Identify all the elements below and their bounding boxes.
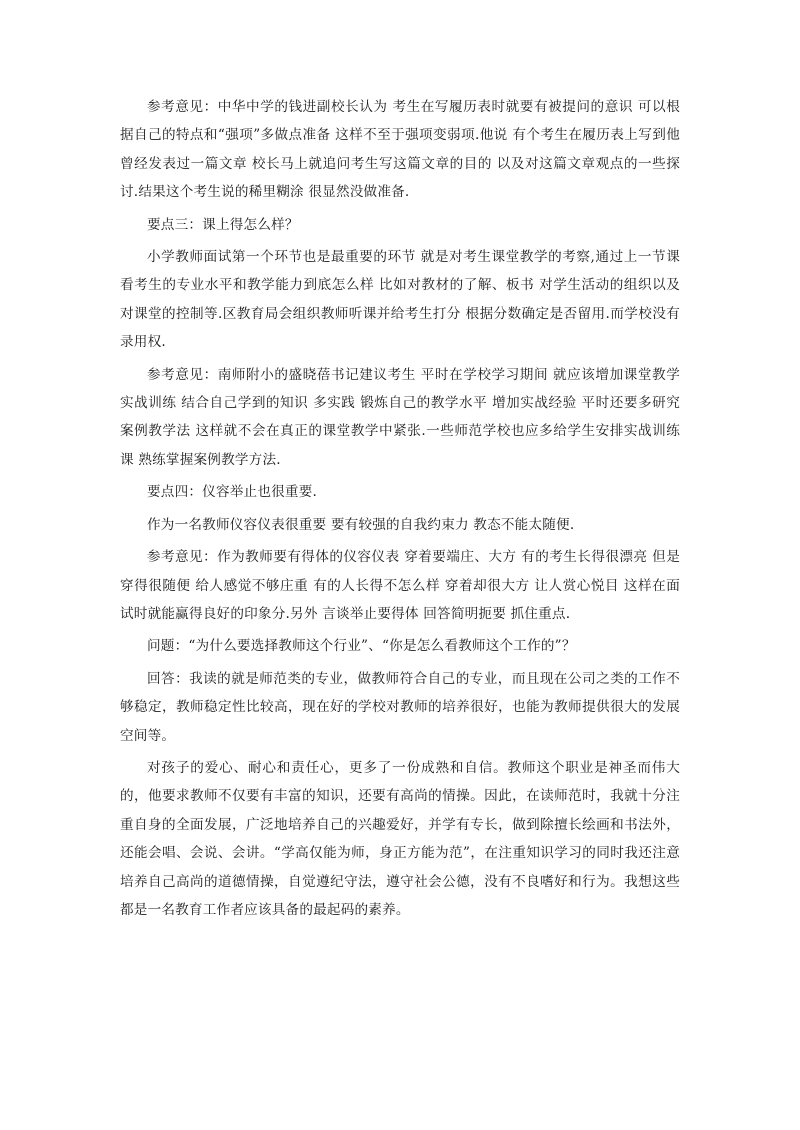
paragraph-closing: 对孩子的爱心、耐心和责任心，更多了一份成熟和自信。教师这个职业是神圣而伟大的，他要求教师不仅要有丰富的知识，还要有高尚的情操。因此，在读师范时，我就十分注重自身的全面发展，广泛地培养自己的兴趣爱好，并学有专长，做到除擅长绘画和书法外，还能会唱、会说、会讲。“学高仅能为师，身正方能为范”，在注重知识学习的同时我还注意培养自己高尚的道德情操，自觉遵纪守法，遵守社会公德，没有不良嗜好和行为。我想这些都是一名教育工作者应该具备的最起码的素养。 [120, 759, 680, 918]
paragraph-point-three-body: 小学教师面试第一个环节也是最重要的环节 就是对考生课堂教学的考察,通过上一节课看考生的专业水平和教学能力到底怎么样 比如对教材的了解、板书 对学生活动的组织以及对课堂的控制等.区教育局会组织教师听课并给考生打分 根据分数确定是否留用.而学校没有录用权. [120, 249, 680, 351]
paragraph-reference-opinion-2: 参考意见：南师附小的盛晓蓓书记建议考生 平时在学校学习期间 就应该增加课堂教学实战训练 结合自己学到的知识 多实践 锻炼自己的教学水平 增加实战经验 平时还要多研究案例教学法 这样就不会在真正的课堂教学中紧张.一些师范学校也应多给学生安排实战训练课 熟练掌握案例教学方法. [120, 366, 680, 468]
paragraph-point-four-heading: 要点四：仪容举止也很重要. [147, 484, 318, 501]
paragraph-reference-opinion-3: 参考意见：作为教师要有得体的仪容仪表 穿着要端庄、大方 有的考生长得很漂亮 但是穿得很随便 给人感觉不够庄重 有的人长得不怎么样 穿着却很大方 让人赏心悦目 这样在面试时就能赢得良好的印象分.另外 言谈举止要得体 回答简明扼要 抓住重点. [120, 549, 680, 622]
paragraph-answer: 回答：我读的就是师范类的专业，做教师符合自己的专业，而且现在公司之类的工作不够稳定，教师稳定性比较高，现在好的学校对教师的培养很好，也能为教师提供很大的发展空间等。 [120, 670, 680, 744]
document-body [120, 93, 680, 924]
paragraph-point-three-heading: 要点三：课上得怎么样？ [147, 216, 299, 233]
paragraph-question: 问题：“为什么要选择教师这个行业”、“你是怎么看教师这个工作的”？ [147, 638, 576, 655]
paragraph-reference-opinion-1: 参考意见：中华中学的钱进副校长认为 考生在写履历表时就要有被提问的意识 可以根据自己的特点和“强项”多做点准备 这样不至于强项变弱项.他说 有个考生在履历表上写到他曾经发表过一篇文章 校长马上就追问考生写这篇文章的目的 以及对这篇文章观点的一些探讨.结果这个考生说的稀里糊涂 很显然没做准备. [120, 99, 680, 201]
paragraph-point-four-body: 作为一名教师仪容仪表很重要 要有较强的自我约束力 教态不能太随便. [147, 516, 575, 533]
